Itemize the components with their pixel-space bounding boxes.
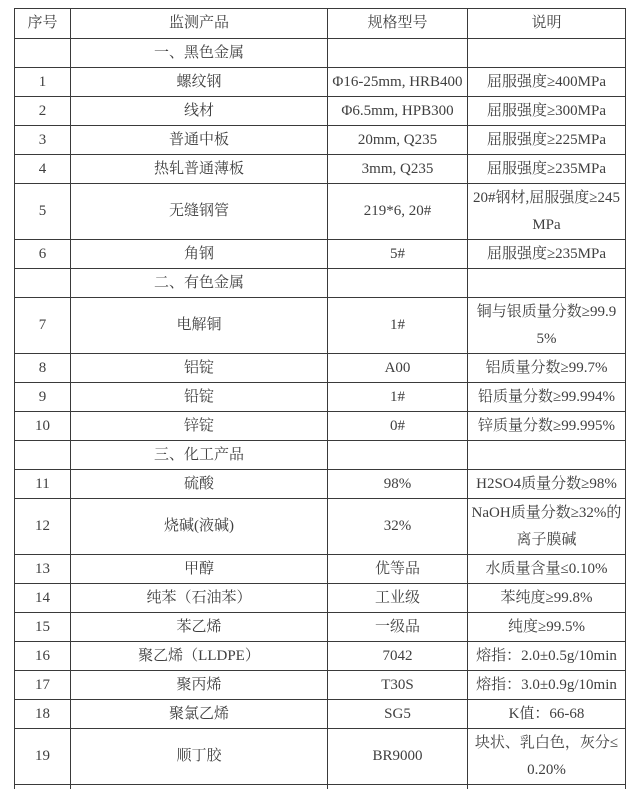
no-cell: [15, 441, 71, 470]
no-cell: 6: [15, 240, 71, 269]
product-cell: 聚氯乙烯: [71, 700, 328, 729]
product-cell: 线材: [71, 97, 328, 126]
product-cell: 铝锭: [71, 354, 328, 383]
desc-cell: 锌质量分数≥99.995%: [468, 412, 626, 441]
spec-cell: BR9000: [328, 729, 468, 785]
no-cell: 2: [15, 97, 71, 126]
desc-cell: 熔指：2.0±0.5g/10min: [468, 642, 626, 671]
product-cell: 甲醇: [71, 555, 328, 584]
product-cell: 无缝钢管: [71, 184, 328, 240]
desc-cell: [468, 441, 626, 470]
product-cell: 电解铜: [71, 298, 328, 354]
product-cell: 硫酸: [71, 470, 328, 499]
desc-cell: 熔指：3.0±0.9g/10min: [468, 671, 626, 700]
spec-cell: 工业级: [328, 584, 468, 613]
no-cell: 12: [15, 499, 71, 555]
product-cell: 热轧普通薄板: [71, 155, 328, 184]
no-cell: 8: [15, 354, 71, 383]
desc-cell: [468, 785, 626, 789]
no-cell: 14: [15, 584, 71, 613]
desc-cell: 铅质量分数≥99.994%: [468, 383, 626, 412]
no-cell: 15: [15, 613, 71, 642]
table-row: [15, 700, 626, 729]
desc-cell: 20#钢材,屈服强度≥245MPa: [468, 184, 626, 240]
no-cell: 1: [15, 68, 71, 97]
product-cell: 纯苯（石油苯）: [71, 584, 328, 613]
header-row: [15, 9, 626, 39]
desc-cell: 水质量含量≤0.10%: [468, 555, 626, 584]
partial-clipped-row: [15, 785, 626, 789]
col-header-product: 监测产品: [71, 9, 328, 39]
spec-cell: 98%: [328, 470, 468, 499]
spec-cell: 20mm, Q235: [328, 126, 468, 155]
spec-cell: Φ16-25mm, HRB400: [328, 68, 468, 97]
spec-cell: A00: [328, 354, 468, 383]
spec-cell: 5#: [328, 240, 468, 269]
table-row: [15, 642, 626, 671]
desc-cell: [468, 269, 626, 298]
spec-cell: [328, 441, 468, 470]
desc-cell: 铜与银质量分数≥99.95%: [468, 298, 626, 354]
product-cell: 铅锭: [71, 383, 328, 412]
product-cell: 螺纹钢: [71, 68, 328, 97]
col-header-desc: 说明: [468, 9, 626, 39]
no-cell: 18: [15, 700, 71, 729]
desc-cell: 苯纯度≥99.8%: [468, 584, 626, 613]
spec-cell: 219*6, 20#: [328, 184, 468, 240]
table-row: [15, 555, 626, 584]
spec-cell: T30S: [328, 671, 468, 700]
table-row: [15, 155, 626, 184]
desc-cell: H2SO4质量分数≥98%: [468, 470, 626, 499]
desc-cell: 屈服强度≥235MPa: [468, 240, 626, 269]
spec-cell: Φ6.5mm, HPB300: [328, 97, 468, 126]
spec-cell: SG5: [328, 700, 468, 729]
desc-cell: 纯度≥99.5%: [468, 613, 626, 642]
table-row: [15, 97, 626, 126]
table-row: [15, 126, 626, 155]
desc-cell: 屈服强度≥225MPa: [468, 126, 626, 155]
table-row: [15, 613, 626, 642]
no-cell: 16: [15, 642, 71, 671]
product-monitor-table: [14, 8, 626, 789]
col-header-spec: 规格型号: [328, 9, 468, 39]
product-cell: 锌锭: [71, 412, 328, 441]
table-row: [15, 68, 626, 97]
no-cell: 10: [15, 412, 71, 441]
desc-cell: 块状、乳白色，灰分≤0.20%: [468, 729, 626, 785]
product-cell: [71, 785, 328, 789]
table-row: [15, 383, 626, 412]
table-row: [15, 412, 626, 441]
spec-cell: 优等品: [328, 555, 468, 584]
desc-cell: K值：66-68: [468, 700, 626, 729]
spec-cell: [328, 39, 468, 68]
no-cell: [15, 269, 71, 298]
product-cell: 普通中板: [71, 126, 328, 155]
no-cell: 19: [15, 729, 71, 785]
section-label-cell: 一、黑色金属: [71, 39, 328, 68]
product-cell: 苯乙烯: [71, 613, 328, 642]
product-cell: 聚乙烯（LLDPE）: [71, 642, 328, 671]
no-cell: 17: [15, 671, 71, 700]
section-label-cell: 三、化工产品: [71, 441, 328, 470]
desc-cell: 屈服强度≥235MPa: [468, 155, 626, 184]
no-cell: 7: [15, 298, 71, 354]
product-cell: 聚丙烯: [71, 671, 328, 700]
no-cell: 11: [15, 470, 71, 499]
section-header-row: [15, 269, 626, 298]
spec-cell: [328, 269, 468, 298]
section-header-row: [15, 39, 626, 68]
desc-cell: [468, 39, 626, 68]
spec-cell: 3mm, Q235: [328, 155, 468, 184]
no-cell: [15, 39, 71, 68]
table-row: [15, 298, 626, 354]
no-cell: 4: [15, 155, 71, 184]
no-cell: 13: [15, 555, 71, 584]
spec-cell: 1#: [328, 298, 468, 354]
product-cell: 烧碱(液碱): [71, 499, 328, 555]
desc-cell: 屈服强度≥400MPa: [468, 68, 626, 97]
desc-cell: 铝质量分数≥99.7%: [468, 354, 626, 383]
spec-cell: 7042: [328, 642, 468, 671]
no-cell: 3: [15, 126, 71, 155]
table-row: [15, 354, 626, 383]
table-row: [15, 671, 626, 700]
table-row: [15, 470, 626, 499]
no-cell: 9: [15, 383, 71, 412]
product-cell: 顺丁胶: [71, 729, 328, 785]
table-row: [15, 729, 626, 785]
table-body: [15, 39, 626, 789]
spec-cell: 32%: [328, 499, 468, 555]
section-header-row: [15, 441, 626, 470]
spec-cell: 1#: [328, 383, 468, 412]
spec-cell: 一级品: [328, 613, 468, 642]
table-row: [15, 184, 626, 240]
no-cell: 5: [15, 184, 71, 240]
section-label-cell: 二、有色金属: [71, 269, 328, 298]
no-cell: [15, 785, 71, 789]
desc-cell: NaOH质量分数≥32%的离子膜碱: [468, 499, 626, 555]
spec-cell: [328, 785, 468, 789]
product-cell: 角钢: [71, 240, 328, 269]
desc-cell: 屈服强度≥300MPa: [468, 97, 626, 126]
table-row: [15, 584, 626, 613]
table-row: [15, 499, 626, 555]
col-header-no: 序号: [15, 9, 71, 39]
spec-cell: 0#: [328, 412, 468, 441]
table-row: [15, 240, 626, 269]
